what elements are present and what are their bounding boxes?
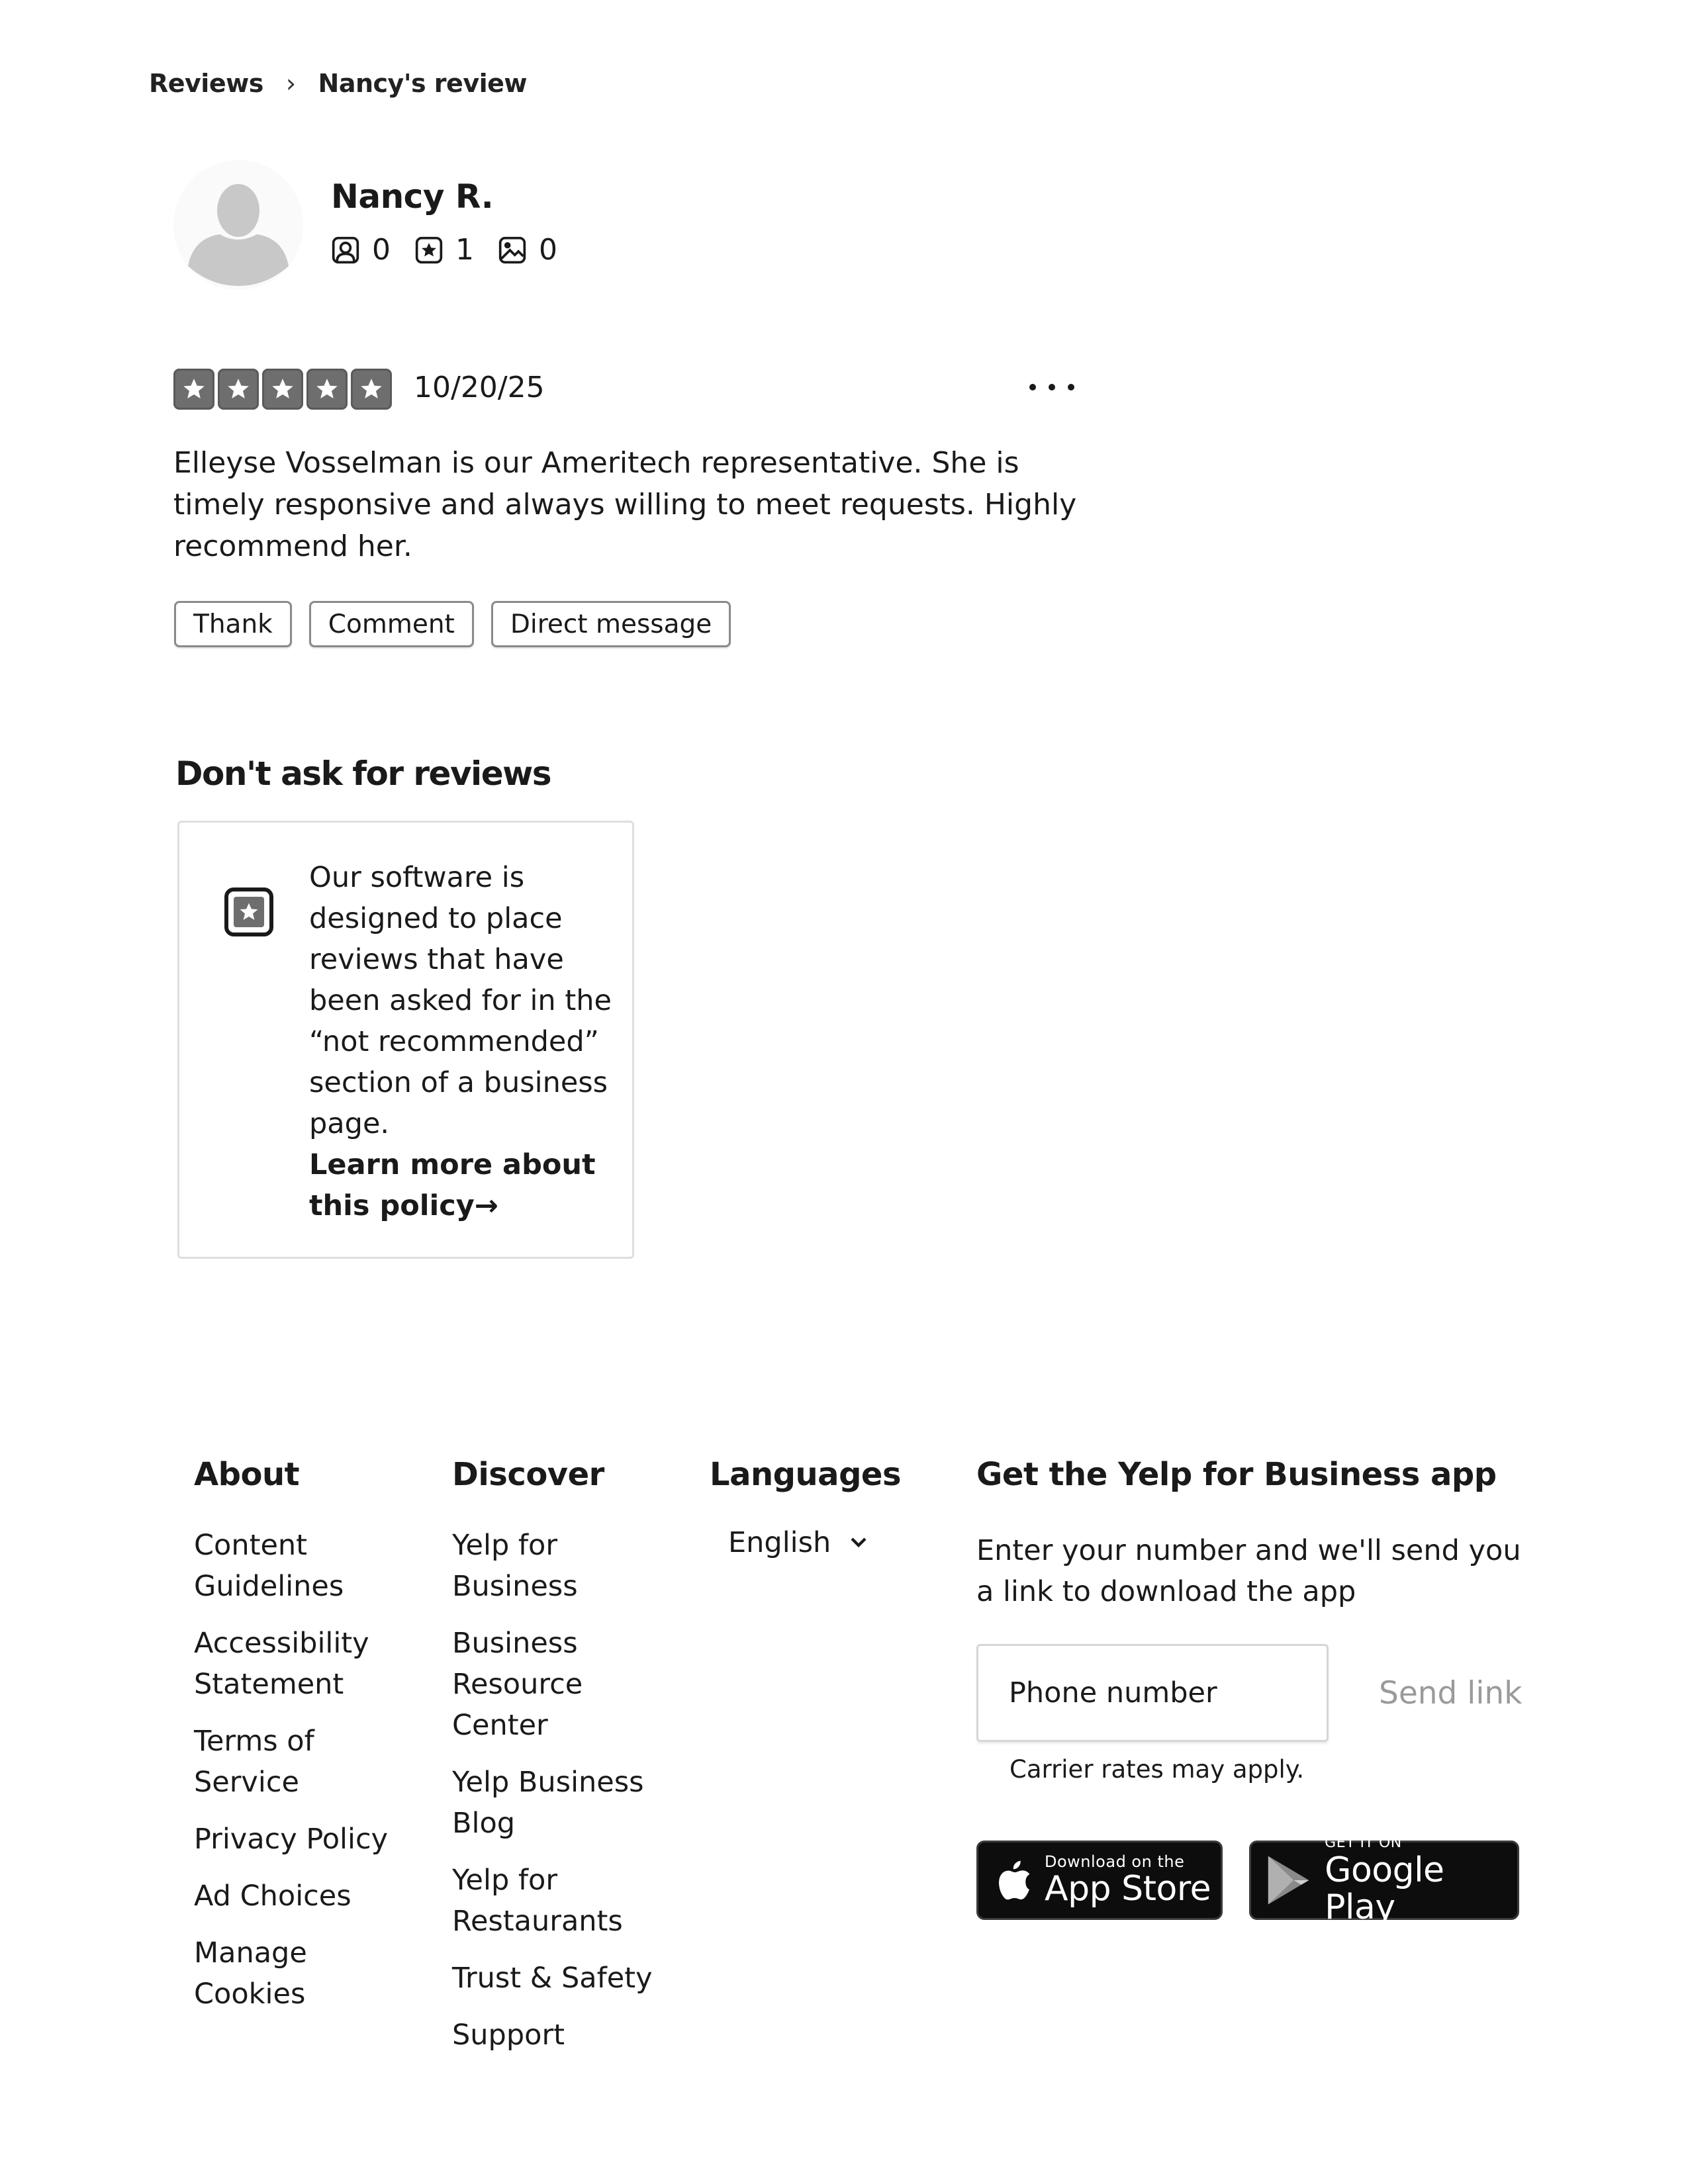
footer-link-ad-choices[interactable]: Ad Choices bbox=[194, 1880, 352, 1913]
footer-discover-links bbox=[452, 1525, 671, 2056]
footer-languages-heading: Languages bbox=[710, 1456, 902, 1493]
learn-more-policy-link[interactable]: Learn more about this policy→ bbox=[309, 1148, 596, 1222]
reviewer-name[interactable]: Nancy R. bbox=[331, 177, 494, 216]
direct-message-button[interactable]: Direct message bbox=[491, 601, 731, 647]
comment-button[interactable]: Comment bbox=[309, 601, 474, 647]
apple-icon bbox=[997, 1860, 1031, 1901]
footer-languages bbox=[710, 1456, 921, 1559]
star-icon bbox=[262, 369, 303, 410]
ellipsis-icon bbox=[1049, 384, 1055, 390]
footer-link-yelp-for-restaurants[interactable]: Yelp for Restaurants bbox=[452, 1864, 623, 1938]
chevron-right-icon: › bbox=[285, 69, 296, 98]
app-store-big-text: App Store bbox=[1045, 1869, 1211, 1909]
more-options-button[interactable] bbox=[1029, 371, 1074, 404]
carrier-rates-note: Carrier rates may apply. bbox=[1009, 1755, 1305, 1784]
policy-card bbox=[177, 821, 634, 1259]
app-heading: Get the Yelp for Business app bbox=[976, 1456, 1497, 1493]
google-play-big-text: Google Play bbox=[1325, 1850, 1444, 1927]
review-text: Elleyse Vosselman is our Ameritech representative. She is timely responsive and always willing to meet requests. Highly recommend her. bbox=[173, 446, 1077, 563]
friends-icon bbox=[331, 236, 360, 265]
footer-link-business-resource-center[interactable]: Business Resource Center bbox=[452, 1627, 583, 1742]
friends-stat bbox=[331, 233, 391, 267]
footer-link-support[interactable]: Support bbox=[452, 2019, 565, 2052]
star-icon bbox=[173, 369, 214, 410]
avatar[interactable] bbox=[173, 160, 303, 290]
breadcrumb bbox=[149, 69, 527, 98]
review-actions bbox=[174, 601, 731, 647]
phone-row bbox=[976, 1644, 1546, 1742]
breadcrumb-current: Nancy's review bbox=[318, 69, 527, 98]
app-store-small-text: Download on the bbox=[1045, 1852, 1185, 1871]
app-description: Enter your number and we'll send you a link to download the app bbox=[976, 1534, 1521, 1608]
footer-about-heading: About bbox=[194, 1456, 300, 1493]
breadcrumb-reviews-link[interactable]: Reviews bbox=[149, 69, 263, 98]
ellipsis-icon bbox=[1068, 384, 1074, 390]
send-link-button[interactable]: Send link bbox=[1379, 1674, 1523, 1711]
footer-about-links bbox=[194, 1525, 406, 2015]
footer-link-terms-of-service[interactable]: Terms of Service bbox=[194, 1725, 314, 1799]
footer-app-section bbox=[976, 1456, 1546, 1927]
store-badges bbox=[976, 1835, 1546, 1927]
photos-stat bbox=[498, 233, 557, 267]
reviews-stat bbox=[414, 233, 474, 267]
review-star-icon bbox=[414, 236, 444, 265]
star-rating bbox=[173, 369, 392, 410]
reviewer-stats bbox=[331, 233, 581, 267]
google-play-badge[interactable] bbox=[1249, 1835, 1519, 1927]
app-store-badge[interactable] bbox=[976, 1841, 1223, 1920]
phone-number-input[interactable] bbox=[976, 1644, 1329, 1742]
footer-link-yelp-for-business[interactable]: Yelp for Business bbox=[452, 1529, 578, 1603]
footer-discover-heading: Discover bbox=[452, 1456, 604, 1493]
star-icon bbox=[306, 369, 348, 410]
footer-link-privacy-policy[interactable]: Privacy Policy bbox=[194, 1823, 389, 1856]
star-icon bbox=[351, 369, 392, 410]
default-user-icon bbox=[173, 160, 303, 290]
footer-link-manage-cookies[interactable]: Manage Cookies bbox=[194, 1936, 307, 2011]
footer-link-yelp-business-blog[interactable]: Yelp Business Blog bbox=[452, 1766, 644, 1840]
language-selected: English bbox=[728, 1526, 831, 1559]
star-icon bbox=[218, 369, 259, 410]
footer-link-accessibility-statement[interactable]: Accessibility Statement bbox=[194, 1627, 369, 1701]
footer-about bbox=[194, 1456, 406, 2030]
star-square-icon bbox=[224, 887, 273, 936]
photos-count: 0 bbox=[539, 233, 557, 267]
footer-link-content-guidelines[interactable]: Content Guidelines bbox=[194, 1529, 344, 1603]
chevron-down-icon bbox=[849, 1536, 868, 1549]
ellipsis-icon bbox=[1029, 384, 1036, 390]
reviews-count: 1 bbox=[455, 233, 474, 267]
friends-count: 0 bbox=[372, 233, 391, 267]
language-select[interactable] bbox=[728, 1526, 921, 1559]
footer-discover bbox=[452, 1456, 671, 2071]
thank-button[interactable]: Thank bbox=[174, 601, 292, 647]
policy-body: Our software is designed to place reviews that have been asked for in the “not recommended” section of a business page. bbox=[309, 861, 612, 1140]
policy-heading: Don't ask for reviews bbox=[175, 754, 551, 793]
review-date: 10/20/25 bbox=[414, 371, 545, 404]
footer-link-trust-safety[interactable]: Trust & Safety bbox=[452, 1962, 653, 1995]
google-play-small-text: GET IT ON bbox=[1325, 1835, 1402, 1851]
photo-icon bbox=[498, 236, 527, 265]
policy-text-block bbox=[309, 857, 620, 1226]
google-play-icon bbox=[1266, 1852, 1311, 1908]
